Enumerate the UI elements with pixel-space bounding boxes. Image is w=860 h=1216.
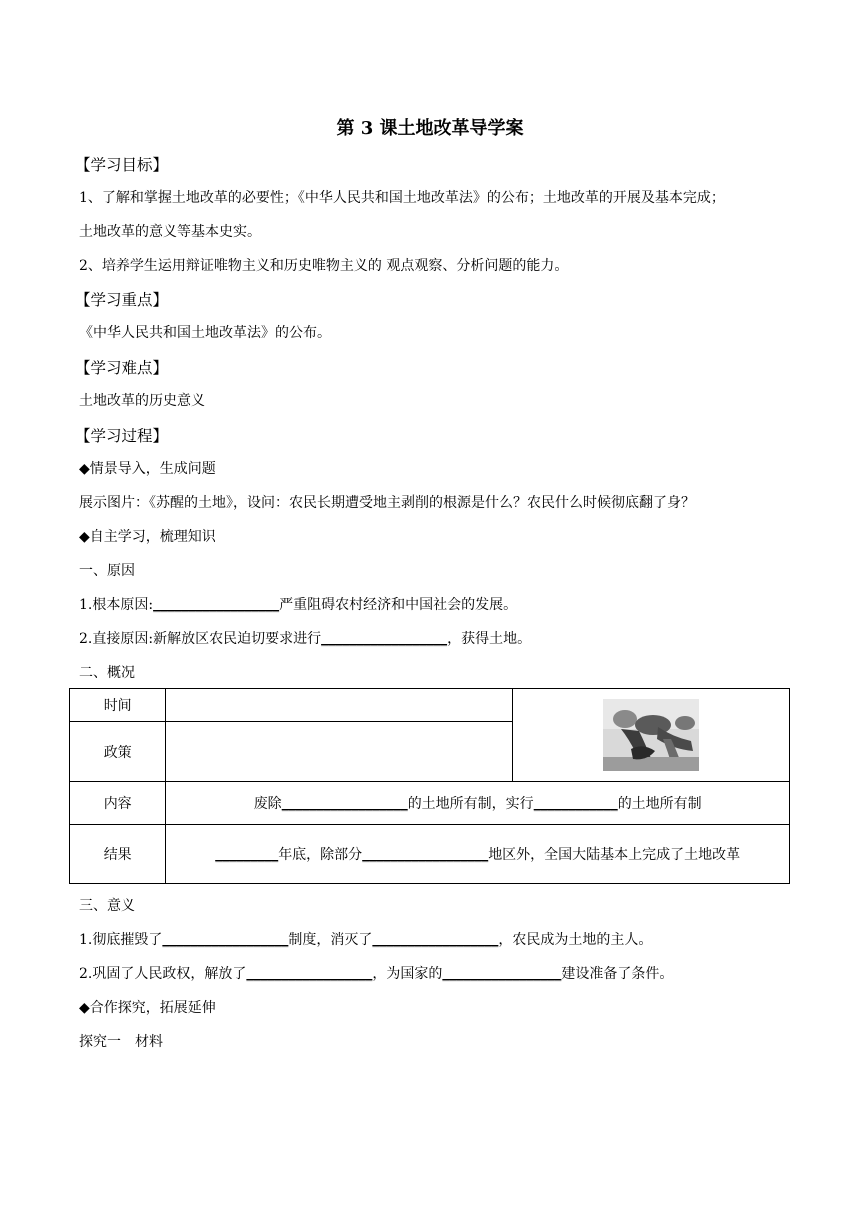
sig-1-blank-2[interactable]: __________________ bbox=[372, 932, 499, 948]
time-answer-cell[interactable] bbox=[166, 689, 512, 722]
self-study-heading: ◆自主学习，梳理知识 bbox=[79, 529, 216, 545]
content-blank-2[interactable]: ____________ bbox=[533, 796, 618, 812]
result-label: 结果 bbox=[70, 825, 166, 884]
objectives-heading: 【学习目标】 bbox=[75, 156, 169, 174]
cause-1-line bbox=[79, 595, 517, 615]
objective-1b: 土地改革的意义等基本史实。 bbox=[79, 224, 261, 240]
sig-1-prefix: 1.彻底摧毁了 bbox=[79, 932, 163, 948]
cause-2-blank[interactable]: __________________ bbox=[321, 631, 448, 647]
sig-2-blank-2[interactable]: _________________ bbox=[442, 966, 562, 982]
page-title: 第 3 课土地改革导学案 bbox=[336, 118, 524, 139]
photo-cell bbox=[512, 689, 789, 782]
result-blank-1[interactable]: _________ bbox=[215, 847, 279, 863]
key-points-text: 《中华人民共和国土地改革法》的公布。 bbox=[79, 325, 331, 341]
content-cell bbox=[166, 782, 790, 825]
sig-2-prefix: 2.巩固了人民政权，解放了 bbox=[79, 966, 247, 982]
time-label: 时间 bbox=[70, 689, 166, 722]
intro-text: 展示图片：《苏醒的土地》，设问：农民长期遭受地主剥削的根源是什么？农民什么时候彻底翻了身？ bbox=[79, 495, 695, 511]
sig-2-suffix: 建设准备了条件。 bbox=[561, 966, 674, 982]
cause-heading: 一、原因 bbox=[79, 563, 135, 579]
objective-1a: 1、了解和掌握土地改革的必要性；《中华人民共和国土地改革法》的公布；土地改革的开展及基本完成； bbox=[79, 190, 725, 206]
sig-2-blank-1[interactable]: __________________ bbox=[246, 966, 373, 982]
sig-2-middle: ，为国家的 bbox=[372, 966, 443, 982]
significance-1-line bbox=[79, 930, 652, 950]
result-cell bbox=[166, 825, 790, 884]
cooperation-heading: ◆合作探究，拓展延伸 bbox=[79, 1000, 216, 1016]
result-suffix: 地区外，全国大陆基本上完成了土地改革 bbox=[488, 847, 741, 863]
overview-table bbox=[69, 688, 790, 884]
difficulty-text: 土地改革的历史意义 bbox=[79, 393, 205, 409]
policy-answer-cell[interactable] bbox=[166, 722, 512, 782]
policy-label: 政策 bbox=[70, 722, 166, 782]
content-suffix: 的土地所有制 bbox=[617, 796, 702, 812]
sig-1-blank-1[interactable]: __________________ bbox=[162, 932, 289, 948]
significance-heading: 三、意义 bbox=[79, 898, 135, 914]
content-middle: 的土地所有制，实行 bbox=[407, 796, 534, 812]
result-middle: 年底，除部分 bbox=[278, 847, 363, 863]
cause-1-suffix: 严重阻碍农村经济和中国社会的发展。 bbox=[279, 597, 518, 613]
cause-2-suffix: ，获得土地。 bbox=[447, 631, 532, 647]
sig-1-middle: 制度，消灭了 bbox=[288, 932, 373, 948]
key-points-heading: 【学习重点】 bbox=[75, 291, 169, 309]
cause-1-prefix: 1.根本原因: bbox=[79, 597, 154, 613]
sig-1-suffix: ，农民成为土地的主人。 bbox=[498, 932, 653, 948]
content-label: 内容 bbox=[70, 782, 166, 825]
content-blank-1[interactable]: __________________ bbox=[281, 796, 408, 812]
objective-2: 2、培养学生运用辩证唯物主义和历史唯物主义的 观点观察、分析问题的能力。 bbox=[79, 258, 569, 274]
cause-2-line bbox=[79, 629, 531, 649]
sculpture-photo-icon bbox=[603, 699, 699, 771]
difficulty-heading: 【学习难点】 bbox=[75, 359, 169, 377]
significance-2-line bbox=[79, 964, 673, 984]
result-blank-2[interactable]: __________________ bbox=[362, 847, 489, 863]
explore-1-label: 探究一 材料 bbox=[79, 1034, 163, 1050]
process-heading: 【学习过程】 bbox=[75, 427, 169, 445]
content-prefix: 废除 bbox=[253, 796, 282, 812]
cause-2-prefix: 2.直接原因:新解放区农民迫切要求进行 bbox=[79, 631, 322, 647]
intro-heading: ◆情景导入，生成问题 bbox=[79, 461, 216, 477]
cause-1-blank[interactable]: __________________ bbox=[153, 597, 280, 613]
overview-heading: 二、概况 bbox=[79, 665, 135, 681]
